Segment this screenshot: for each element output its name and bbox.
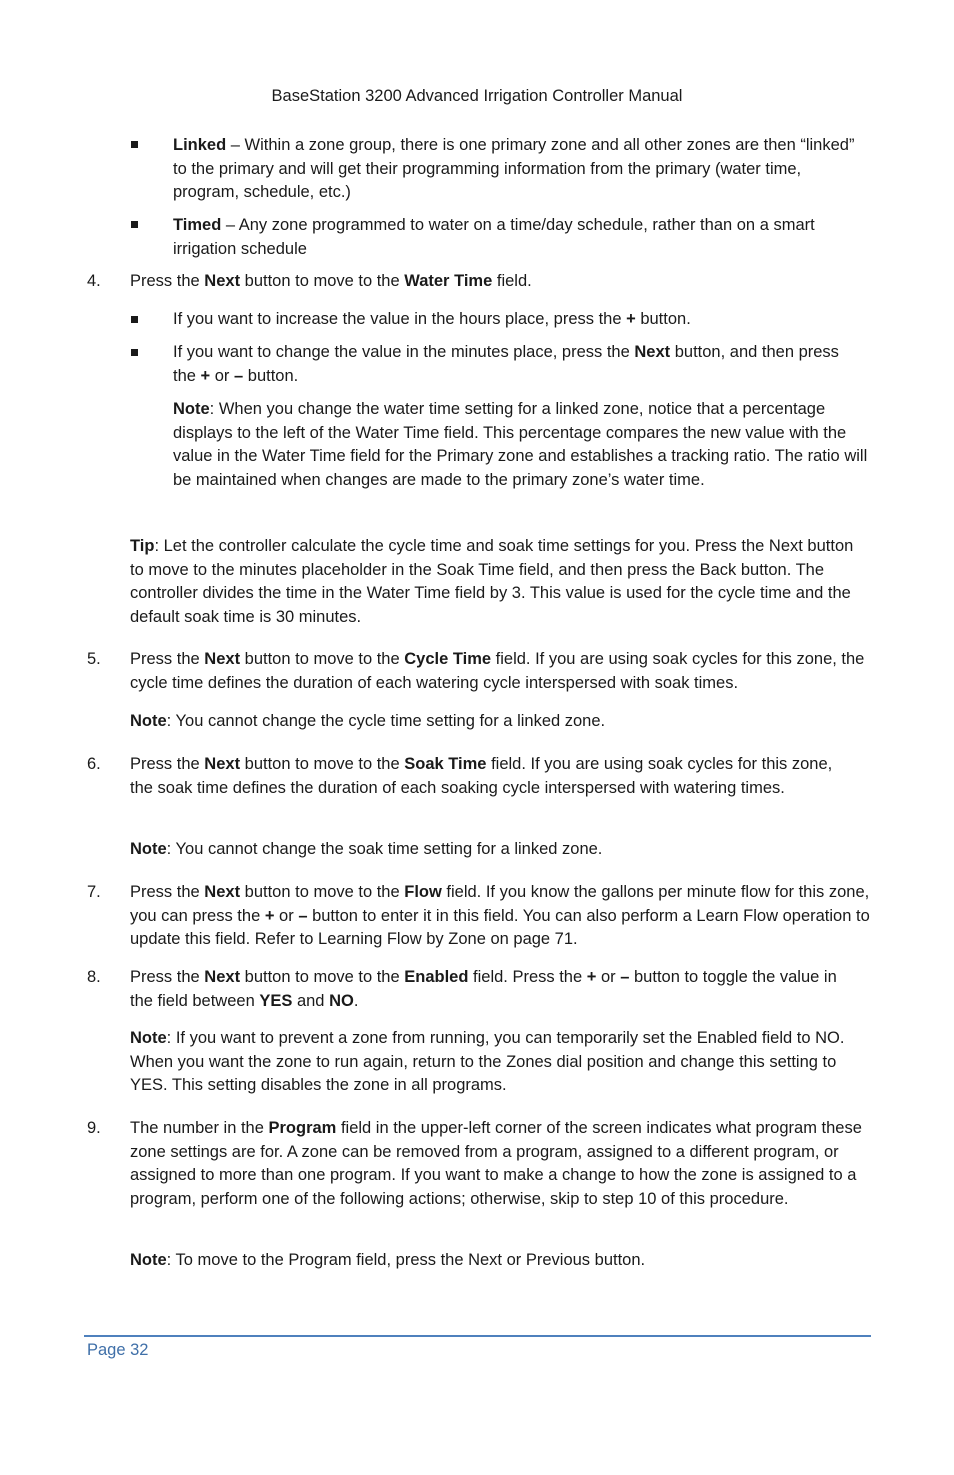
running-header: BaseStation 3200 Advanced Irrigation Controller Manual <box>271 87 683 105</box>
bullet-marker <box>131 141 138 148</box>
bullet-timed <box>173 214 873 261</box>
note-label: Note <box>130 840 167 858</box>
bullet-marker <box>131 349 138 356</box>
step-8-note: Note: If you want to prevent a zone from running, you can temporarily set the Enabled field to NO. When you want the zone to run again, return to the Zones dial position and change this setting to YES. This setting disables the zone in all programs. <box>130 1029 845 1094</box>
footer-rule <box>84 1335 871 1337</box>
note-label: Note <box>173 400 210 418</box>
bullet-marker <box>131 316 138 323</box>
step-6-note: Note: You cannot change the soak time setting for a linked zone. <box>130 840 603 858</box>
step-4-text: Press the Next button to move to the Water Time field. <box>130 272 532 290</box>
bullet-text: – Any zone programmed to water on a time/day schedule, rather than on a smart irrigation schedule <box>173 216 815 258</box>
step-number: 4. <box>87 272 101 290</box>
bullet-text: – Within a zone group, there is one primary zone and all other zones are then “linked” to the primary and will get their programming information from the primary (water time, program, schedule, etc.) <box>173 136 855 201</box>
step-number: 6. <box>87 755 101 773</box>
step-5-note: Note: You cannot change the cycle time setting for a linked zone. <box>130 712 606 730</box>
tip-label: Tip <box>130 537 155 555</box>
term-timed: Timed <box>173 216 222 234</box>
bullet-linked <box>173 134 868 205</box>
page-number: Page 32 <box>87 1341 149 1359</box>
step-6-text: Press the Next button to move to the Soak Time field. If you are using soak cycles for this zone, the soak time defines the duration of each soaking cycle interspersed with watering times. <box>130 755 833 797</box>
step-9-text: The number in the Program field in the upper-left corner of the screen indicates what program these zone settings are for. A zone can be removed from a program, assigned to a different program, or assigned to more than one program. If you want to make a change to how the zone is assigned to a program, perform one of the following actions; otherwise, skip to step 10 of this procedure. <box>130 1119 862 1208</box>
note-label: Note <box>130 712 167 730</box>
bullet-marker <box>131 221 138 228</box>
term-linked: Linked <box>173 136 227 154</box>
step-4-note: Note: When you change the water time setting for a linked zone, notice that a percentage displays to the left of the Water Time field. This percentage compares the new value with the value in the Water Time field for the Primary zone and establishes a tracking ratio. The ratio will be maintained when changes are made to the primary zone’s water time. <box>173 400 868 489</box>
note-label: Note <box>130 1029 167 1047</box>
step-7-text: Press the Next button to move to the Flow field. If you know the gallons per minute flow for this zone, you can press the + or – button to enter it in this field. You can also perform a Learn Flow operation to update this field. Refer to Learning Flow by Zone on page 71. <box>130 883 870 948</box>
step-8-text: Press the Next button to move to the Enabled field. Press the + or – button to toggle the value in the field between YES and NO. <box>130 968 837 1010</box>
step-5-text: Press the Next button to move to the Cycle Time field. If you are using soak cycles for this zone, the cycle time defines the duration of each watering cycle interspersed with soak times. <box>130 650 865 692</box>
step-number: 8. <box>87 968 101 986</box>
step-4-tip: Tip: Let the controller calculate the cycle time and soak time settings for you. Press the Next button to move to the minutes placeholder in the Soak Time field, and then press the Back button. The controller divides the time in the Water Time field by 3. This value is used for the cycle time and the default soak time is 30 minutes. <box>130 537 854 626</box>
step-number: 9. <box>87 1119 101 1137</box>
step-number: 5. <box>87 650 101 668</box>
note-label: Note <box>130 1251 167 1269</box>
step-4-bullet-minutes: If you want to change the value in the minutes place, press the Next button, and then press the + or – button. <box>173 343 839 385</box>
step-number: 7. <box>87 883 101 901</box>
step-9-note: Note: To move to the Program field, press the Next or Previous button. <box>130 1251 646 1269</box>
step-4-bullet-hours: If you want to increase the value in the hours place, press the + button. <box>173 310 691 328</box>
